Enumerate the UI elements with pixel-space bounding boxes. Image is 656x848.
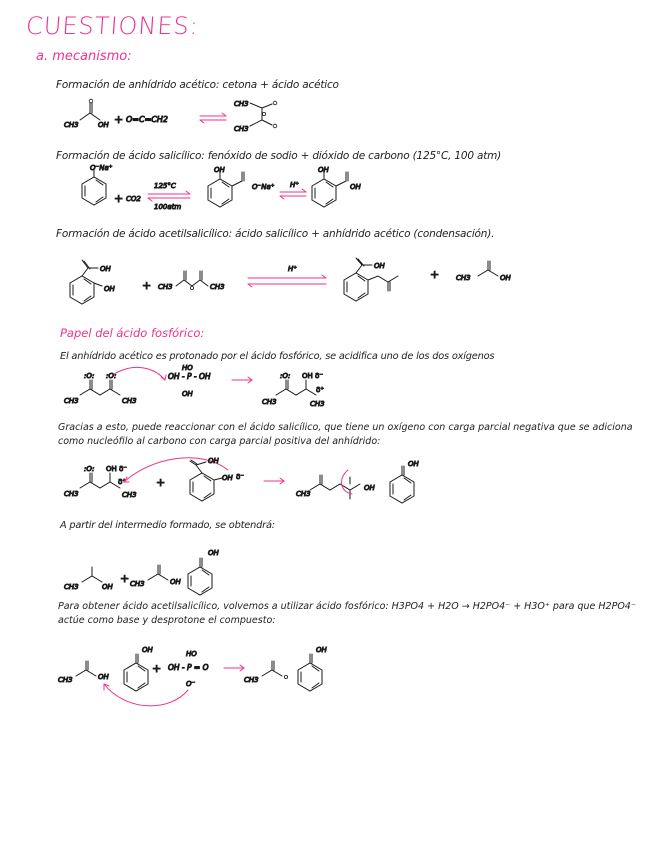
row-a-product-ch3-left: CH3	[262, 398, 277, 406]
row-d-o-minus: O⁻	[186, 680, 196, 688]
step2-prod-cooh: OH	[350, 183, 361, 191]
row-a-ch3-right: CH3	[122, 397, 137, 405]
row-d-ho: HO	[186, 650, 197, 658]
row-d-aspirin-cooh: OH	[316, 646, 327, 654]
step2-heading: Formación de ácido salicílico: fenóxido de sodio + dióxido de carbono (125°C, 100 atm)	[56, 150, 502, 162]
row-d-phosphate: OH - P = O	[168, 663, 209, 672]
step1-oh-label: OH	[98, 121, 109, 129]
row-a-phosphoric-acid: OH - P - OH	[168, 372, 211, 381]
step3-anh-ch3-left: CH3	[158, 283, 173, 291]
step3-equilibrium-arrow	[248, 275, 326, 287]
row-c-ch3: CH3	[64, 583, 79, 591]
section2-line3: A partir del intermedio formado, se obtendrá:	[60, 520, 275, 531]
step2-phenoxide-ring	[82, 170, 106, 205]
step2-plus-sign: +	[114, 192, 124, 205]
step2-intermediate	[208, 172, 244, 207]
row-d-protonated-aspirin	[76, 654, 148, 691]
row-a-ho-top: HO	[182, 364, 193, 372]
step2-equilibrium-arrow	[148, 191, 190, 201]
row-a-curved-arrow	[114, 367, 165, 380]
row-b-delta-plus: δ⁺	[118, 478, 126, 486]
row-b-int-cooh: OH	[408, 460, 419, 468]
step2-second-arrow	[280, 189, 306, 199]
row-b-plus-sign: +	[156, 476, 166, 489]
row-d-reaction-arrow	[224, 665, 244, 671]
row-b-delta-minus: δ⁻	[236, 473, 244, 481]
step1-equilibrium-arrow	[200, 113, 226, 123]
row-a-o-label-2: :O:	[106, 372, 117, 380]
step3-aspirin-oh: OH	[374, 262, 385, 270]
step2-salicylic-acid	[312, 172, 348, 207]
step3-anh-ch3-right: CH3	[210, 283, 225, 291]
step3-plus-sign-2: +	[430, 268, 440, 281]
step3-acid-label: H⁺	[288, 265, 297, 273]
step3-byproduct-oh: OH	[500, 274, 511, 282]
row-d-oh: OH	[98, 673, 109, 681]
row-a-o-label-1: :O:	[84, 372, 95, 380]
row-d-cooh: OH	[142, 646, 153, 654]
row-a-product-oh-delta: OH δ⁻	[302, 372, 323, 380]
row-a-oh-bottom: OH	[182, 390, 193, 398]
row-a-product-ch3-right: CH3	[310, 400, 325, 408]
row-c-fragment-2	[148, 558, 212, 595]
step3-salicylic-acid	[70, 260, 102, 304]
step1-ketene-label: O=C=CH2	[126, 115, 168, 124]
row-c-fragment-1	[82, 567, 102, 582]
row-d-ch3: CH3	[58, 676, 73, 684]
step1-acetic-acid	[80, 99, 100, 120]
step2-pressure-label: 100atm	[154, 203, 182, 211]
row-a-arrowhead	[161, 375, 166, 380]
step3-sal-oh-top: OH	[100, 265, 111, 273]
row-a-ch3-left: CH3	[64, 397, 79, 405]
step1-plus-sign: +	[114, 113, 124, 126]
step3-anhydride	[176, 271, 208, 290]
row-b-salicylic-acid	[190, 460, 222, 501]
step2-int-ona: O⁻Na⁺	[252, 183, 275, 191]
row-a-product-o: :O:	[280, 372, 291, 380]
step1-product-ch3-bottom: CH3	[234, 125, 249, 133]
section2-heading: Papel del ácido fosfórico:	[60, 326, 205, 340]
section2-line1: El anhídrido acético es protonado por el ácido fosfórico, se acidifica uno de los dos oxígenos	[60, 351, 495, 362]
row-b-tetrahedral-intermediate	[310, 466, 414, 503]
row-a-protonated-anhydride	[276, 380, 316, 395]
step2-acid-label: H⁺	[290, 181, 299, 189]
row-b-o-label: :O:	[84, 465, 95, 473]
row-b-int-ch3: CH3	[296, 490, 311, 498]
row-c-oh-2: OH	[170, 578, 181, 586]
section2-paragraph4: Para obtener ácido acetilsalicílico, volvemos a utilizar ácido fosfórico: H3PO4 + H2O → H2PO4⁻ + H3O⁺ para que H2PO4⁻ actúe como base y desprotone el compuesto:	[58, 601, 636, 626]
section2-anhydride-protonation	[80, 380, 120, 395]
row-b-reaction-arrow	[264, 478, 284, 484]
step2-prod-oh: OH	[318, 166, 329, 174]
row-b-ch3-left: CH3	[64, 490, 79, 498]
step3-plus-sign: +	[142, 279, 152, 292]
step3-heading: Formación de ácido acetilsalicílico: ácido salicílico + anhídrido acético (condensación).	[56, 228, 495, 240]
row-b-protonated-anhydride	[80, 473, 120, 488]
row-d-aspirin	[262, 654, 322, 691]
row-b-oh-delta: OH δ⁻	[106, 465, 127, 473]
row-a-delta-plus: δ⁺	[316, 386, 324, 394]
row-c-ch3-2: CH3	[130, 580, 145, 588]
step2-phenoxide-label: O⁻Na⁺	[90, 164, 113, 172]
row-b-sal-oh: OH	[222, 474, 233, 482]
row-b-int-oh: OH	[364, 484, 375, 492]
section2-paragraph2: Gracias a esto, puede reaccionar con el ácido salicílico, que tiene un oxígeno con carga parcial negativa que se adiciona como nucleófilo al carbono con carga parcial positiva del anhídrido:	[58, 422, 633, 447]
step2-int-oh: OH	[214, 166, 225, 174]
step3-aspirin	[344, 258, 398, 301]
step3-sal-oh: OH	[104, 285, 115, 293]
row-b-sal-oh-top: OH	[208, 457, 219, 465]
step2-temperature-label: 125°C	[154, 182, 176, 190]
row-c-plus-sign: +	[120, 572, 130, 585]
row-b-ch3-right: CH3	[122, 491, 137, 499]
row-c-oh: OH	[102, 583, 113, 591]
page-title: CUESTIONES:	[25, 12, 200, 40]
step3-acetic-acid-byproduct	[478, 261, 498, 276]
step1-ch3-label: CH3	[64, 121, 79, 129]
row-a-reaction-arrow	[232, 377, 252, 383]
step2-co2-label: CO2	[126, 195, 141, 203]
section-subtitle-mecanismo: a. mecanismo:	[36, 49, 132, 64]
step3-byproduct-ch3: CH3	[456, 274, 471, 282]
step1-heading: Formación de anhídrido acético: cetona + ácido acético	[56, 79, 339, 91]
row-c-cooh: OH	[208, 549, 219, 557]
row-d-curved-arrow	[104, 684, 188, 706]
step1-anhydride	[250, 101, 277, 128]
row-d-aspirin-ch3: CH3	[244, 676, 259, 684]
row-d-plus-sign: +	[152, 662, 162, 675]
step1-product-ch3-top: CH3	[234, 100, 249, 108]
